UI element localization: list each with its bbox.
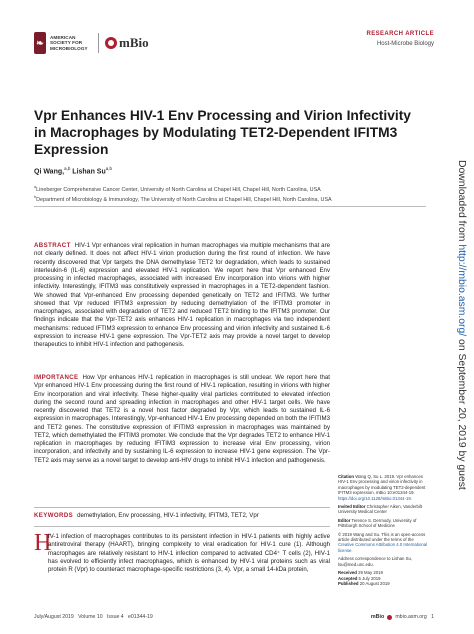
published-line (338, 581, 430, 586)
mbio-circle-icon (387, 615, 392, 620)
keywords-heading: KEYWORDS (34, 512, 74, 519)
importance-heading: IMPORTANCE (34, 374, 79, 381)
keywords-text: demethylation, Env processing, HIV-1 infectivity, IFITM3, TET2, Vpr (77, 512, 259, 519)
affiliation-text: Department of Microbiology & Immunology, The University of North Carolina at Chapel Hill, Chapel Hill, North Carolina, USA (36, 196, 332, 203)
body-intro-text: IV-1 infection of macrophages contributes to its persistent infection in HIV-1 patients with highly active antiretroviral therapy (HAART), bringing complexity to viral eradication for HIV-1 cure (1). Although macrophages are relatively resistant to HIV-1 infection compared to activated CD4⁺ T cells (2), HIV-1 has evolved to efficiently infect macrophages, which is enhanced by HIV-1 viral proteins such as viral protein R (Vpr) to counteract macrophage-specific restrictions (3, 4). Vpr, a small 14-kDa protein, (48, 533, 330, 573)
importance-text: How Vpr enhances HIV-1 replication in macrophages is still unclear. We report here that Vpr enhanced HIV-1 Env processing during the first round of HIV-1 replication, resulting in virions with higher Env incorporation and viral infectivity. These higher-quality viral particles contributed to elevated infection during the second round and spreading infection in macrophages and other HIV-1 target cells. We have recently discovered that TET2 is a novel host factor degraded by Vpr, which leads to sustained IL-6 expression in macrophages. Interestingly, Vpr-enhanced HIV-1 Env processing depended on both the IFITIM3 and TET2 genes. The constitutive expression of IFITIM3 expression in macrophages was maintained by TET2, which demethylated the IFITIM3 promoter. We conclude that the Vpr degrades TET2 to enhance HIV-1 replication in macrophages by reducing IFITIM3 expression to increase viral Env processing, virion incorporation, and infectivity and by sustaining IL-6 expression to increase HIV-1 gene expression. The Vpr-TET2 axis may serve as a novel target to develop anti-HIV drugs to inhibit HIV-1 infection and pathogenesis. (34, 374, 330, 464)
journal-header-logos (34, 32, 149, 54)
affiliation-text: Lineberger Comprehensive Cancer Center, University of North Carolina at Chapel Hill, Chapel Hill, North Carolina, USA (36, 186, 321, 193)
citation-block (338, 474, 430, 501)
citation-text: Wang Q, Su L. 2019. Vpr enhances HIV-1 Env processing and virion infectivity in macrophages by modulating TET2-dependent IFITM3 expression. mBio 10:e01344-19. (338, 474, 426, 496)
citation-doi-link[interactable]: https://doi.org/10.1128/mBio.01344-19. (338, 495, 412, 501)
accepted-label: Accepted (338, 575, 358, 581)
header-divider (34, 206, 426, 207)
footer-journal-info (371, 614, 434, 620)
article-section-label: Host-Microbe Biology (376, 41, 434, 47)
footer-issue-info: July/August 2019 Volume 10 Issue 4 e01344-19 (34, 614, 153, 620)
abstract-heading: ABSTRACT (34, 242, 71, 249)
footer-url[interactable]: mbio.asm.org 1 (395, 614, 434, 620)
keywords-line (34, 512, 330, 520)
correspondence-text: Address correspondence to Lishan Su, lsu@med.unc.edu. (338, 556, 413, 567)
accepted-date: 5 July 2019 (358, 575, 381, 581)
download-link[interactable]: http://mbio.asm.org/ (456, 244, 467, 337)
editor-block (338, 518, 430, 529)
published-date: 20 August 2019 (359, 580, 390, 586)
article-info-sidebar (338, 474, 430, 586)
author-list (34, 166, 112, 175)
author-affiliation-marker: a,b (64, 166, 71, 171)
affiliation-a (34, 185, 321, 193)
citation-label: Citation (338, 474, 354, 479)
received-date: 29 May 2019 (358, 570, 383, 576)
logo-divider (98, 33, 99, 53)
published-label: Published (338, 580, 359, 586)
editor-text: Terence S. Dermody, University of Pittsburgh School of Medicine (338, 517, 417, 529)
license-link[interactable]: Creative Commons Attribution 4.0 International license. (338, 542, 428, 553)
affiliation-marker: a (34, 185, 37, 189)
download-prefix: Downloaded from (456, 160, 467, 245)
keywords-top-divider (34, 507, 330, 508)
author-affiliation-marker: a,b (105, 166, 113, 171)
copyright-block (338, 532, 430, 554)
mbio-logo[interactable] (105, 35, 149, 51)
affiliation-b (34, 195, 332, 203)
author-name[interactable]: Lishan Su (72, 168, 106, 176)
download-watermark (456, 160, 467, 500)
author-name[interactable]: Qi Wang, (34, 168, 65, 176)
society-name: AMERICAN SOCIETY FOR MICROBIOLOGY (50, 35, 88, 51)
invited-editor-text: Christopher Aiken, Vanderbilt University Medical Center (338, 504, 423, 515)
article-title: Vpr Enhances HIV-1 Env Processing and Virion Infectivity in Macrophages by Modulating TET2-Dependent IFITM3 Expression (34, 108, 411, 157)
affiliation-marker: b (34, 195, 37, 199)
invited-editor-block (338, 504, 430, 515)
importance-paragraph (34, 374, 330, 465)
keywords-bottom-divider (34, 526, 330, 527)
invited-editor-label: Invited Editor (338, 504, 366, 510)
correspondence-block (338, 556, 430, 567)
editor-label: Editor (338, 517, 351, 523)
copyright-text: © 2019 Wang and Su. This is an open-access article distributed under the terms of the (338, 531, 426, 543)
received-label: Received (338, 570, 357, 576)
abstract-paragraph (34, 242, 330, 349)
abstract-text: HIV-1 Vpr enhances viral replication in human macrophages via multiple mechanisms that are not clearly defined. It does not affect HIV-1 virion production during the first round of infection. We have recently discovered that Vpr targets the DNA demethylase TET2 for degradation, which leads to sustained interleukin-6 (IL-6) expression and elevated HIV-1 replication. We report here that Vpr enhanced Env processing in infected macrophages, associated with increased Env incorporation into virions with higher infectivity. Interestingly, IFITM3 was constitutively expressed in macrophages in a TET2-dependent fashion. We showed that Vpr-enhanced Env processing depended genetically on TET2 and IFITM3. We further showed that Vpr reduced IFITM3 expression by reducing demethylation of the IFITM3 promoter in macrophages, associated with degradation of TET2 and reduced TET2 binding to the IFITM3 promoter. Our findings indicate that the Vpr-TET2 axis enhances HIV-1 replication in macrophages via two independent mechanisms: reduced IFTIM3 expression to enhance Env processing and virion infectivity and sustained IL-6 expression to increase HIV-1 gene expression. The Vpr-TET2 axis may provide a novel target to develop therapeutics to inhibit HIV-1 infection and pathogenesis. (34, 242, 330, 348)
mbio-circle-icon (105, 37, 117, 49)
download-suffix: on September 20, 2019 by guest (456, 336, 467, 490)
mbio-logo-text: mBio (119, 35, 149, 50)
article-type-label: RESEARCH ARTICLE (366, 31, 434, 37)
asm-shield-icon: ❧ (34, 32, 46, 54)
drop-cap-letter: H (34, 530, 52, 556)
footer-journal-name: mBio (370, 614, 385, 620)
